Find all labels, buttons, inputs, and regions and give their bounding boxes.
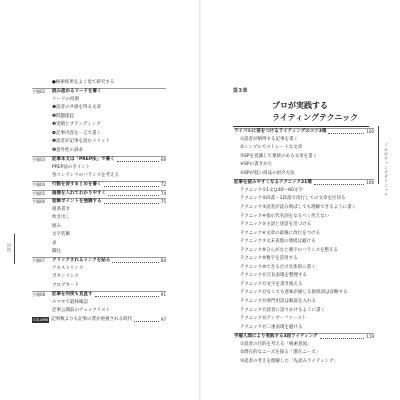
toc-step-tag: 手順06 [32, 199, 46, 205]
toc-entry-text: 箇条書き [52, 206, 70, 212]
toc-page-number: 106 [366, 180, 374, 186]
toc-entry-text: ④SPの書きかた [240, 162, 273, 168]
toc-section-row [32, 181, 166, 188]
toc-entry-text: ②シンプルでストレートな文章 [240, 145, 303, 151]
toc-dot-leader [104, 200, 159, 204]
toc-row [32, 207, 166, 213]
toc-row [32, 274, 166, 280]
toc-dot-leader [328, 130, 364, 134]
toc-row [240, 196, 374, 202]
side-line [378, 126, 379, 184]
toc-entry-text: ボタンリンク [52, 274, 79, 280]
toc-entry-text: 各コンテンツのバランスを考える [52, 172, 120, 178]
toc-section-row [32, 156, 166, 163]
toc-row [240, 316, 374, 322]
toc-row [32, 317, 166, 323]
toc-section-row [32, 198, 166, 205]
toc-entry-text: テクニック⑦文末表現の連続は避ける [240, 239, 316, 245]
toc-entry-text: 囲み [52, 223, 61, 229]
toc-row [32, 308, 166, 314]
toc-entry-text: 記事本文は「PREP法」で書く [52, 157, 115, 163]
toc-entry-text: テクニック⑯アンサーファースト [240, 316, 307, 322]
toc-row [240, 273, 374, 279]
toc-row [32, 249, 166, 255]
toc-row [240, 359, 374, 365]
toc-row [32, 165, 166, 171]
toc-entry-text: テクニック①1文は40〜60文字 [240, 187, 303, 193]
toc-entry-text: テクニック⑪冗長表現を整理する [240, 273, 308, 279]
toc-entry-text: 画像を入れてわかりやすく [52, 190, 106, 196]
toc-row [240, 308, 374, 314]
toc-entry-text: ①読者の目的を考える「検索意図」 [240, 341, 312, 347]
toc-row [240, 171, 374, 177]
toc-row [32, 148, 166, 154]
toc-entry-text: テクニック⑭専門用語は解説を入れる [240, 299, 317, 304]
chapter-title-line2: ライティングテクニック [272, 113, 359, 122]
toc-row [240, 214, 374, 220]
toc-dot-leader [112, 259, 159, 263]
toc-row [240, 350, 374, 356]
toc-section-row [32, 88, 166, 95]
toc-entry-text: テクニック⑧ひらがなと漢字のバランスを整える [240, 247, 338, 253]
toc-step-tag: COLUMN [33, 317, 49, 322]
toc-row [240, 325, 374, 331]
toc-section-row [32, 291, 166, 298]
toc-section-row [234, 333, 374, 340]
toc-dot-leader [314, 181, 365, 185]
toc-entry-text: テキストリンク [52, 265, 84, 271]
toc-row [240, 162, 374, 168]
toc-row [32, 224, 166, 230]
toc-entry-text: ❸実績とブランディング [52, 122, 101, 128]
toc-row [32, 241, 166, 247]
toc-section-row [234, 179, 374, 186]
toc-row [240, 231, 374, 237]
toc-entry-text: PREP法のポイント [52, 164, 91, 170]
toc-entry-text: テクニック⑤主語と述語を近づける [240, 222, 312, 228]
toc-dot-leader [108, 192, 159, 196]
toc-entry-text: テクニック⑮読者に語りかけるように書く [240, 307, 326, 313]
toc-row [240, 154, 374, 160]
toc-entry-text: 記事公開前のチェックリスト [52, 308, 111, 314]
toc-section-row [32, 257, 166, 264]
toc-page-number: 74 [160, 190, 166, 196]
toc-dot-leader [117, 158, 159, 162]
toc-row [240, 239, 374, 245]
toc-entry-text: ❺読者が記事を読むメリット [52, 139, 110, 145]
toc-row [32, 300, 166, 306]
toc-page-number: 84 [160, 258, 166, 264]
toc-entry-text: 行動を促すまとめを書く [52, 182, 102, 188]
toc-entry-text: クリックされるリンクを貼る [52, 258, 111, 264]
toc-entry-text: 表 [52, 240, 57, 246]
toc-entry-text: 装飾ボイントを強調する [52, 199, 102, 205]
toc-page-number: 75 [160, 199, 166, 205]
toc-entry-text: テクニック⑰二重表現を避ける [240, 324, 303, 330]
toc-row [32, 131, 166, 137]
toc-entry-text: ③読者の考えを理解した「先読みライティング」 [240, 358, 338, 364]
toc-entry-text: ①読者が納得する記事を書く [240, 136, 299, 142]
toc-entry-text: テクニック⑥文章の最後に改行をつける [240, 230, 321, 236]
toc-row [32, 173, 166, 179]
toc-entry-text: 記事を何度も見直す [52, 292, 93, 298]
toc-row [32, 122, 166, 128]
toc-entry-text: ③SPを意識して連続のある文章を書く [240, 153, 318, 159]
toc-page-number: 66 [160, 157, 166, 163]
toc-row [32, 283, 166, 289]
toc-row [240, 188, 374, 194]
toc-entry-text: ブログカード [52, 282, 79, 288]
toc-entry-text: 記事を読みやすくなるテクニック21選 [234, 180, 312, 186]
toc-row [240, 222, 374, 228]
toc-step-tag: 手順08 [32, 292, 46, 298]
toc-entry-text: ❶読者の共感を得る文章 [52, 105, 102, 111]
toc-row [240, 299, 374, 305]
right-page [202, 0, 400, 400]
toc-entry-text: ●検索結果をよく見て研究する [52, 80, 115, 85]
toc-step-tag: 手順02 [32, 89, 46, 95]
toc-entry-text: テクニック③読者が読み飛ばしても理解できるように書く [240, 204, 357, 210]
toc-entry-text: リードの役割 [52, 96, 79, 102]
toc-entry-text: 記事数よりも記事の質が重視される時代 [51, 316, 133, 322]
chapter-label: 第3章 [233, 88, 248, 94]
side-line [14, 234, 15, 264]
side-mark: 目次 [7, 243, 12, 252]
toc-section-row [32, 190, 166, 197]
toc-row [32, 97, 166, 103]
toc-entry-text: テクニック⑫文字を書き換える [240, 281, 303, 287]
toc-page-number: 97 [160, 316, 166, 322]
toc-row [240, 282, 374, 288]
toc-section-row [234, 128, 374, 135]
toc-entry-text: テクニック⑩できるだけ具体的に書く [240, 264, 316, 270]
toc-row [240, 145, 374, 151]
toc-row [240, 290, 374, 296]
toc-row [32, 215, 166, 221]
toc-entry-text: 脚注 [52, 249, 61, 254]
toc-entry-text: ❻意外性の訴求 [52, 147, 84, 153]
toc-entry-text: ②潜在的なニーズを探る「潜在ニーズ」 [240, 350, 321, 356]
toc-entry-text: テクニック④指示代名詞をなるべく控えない [240, 213, 330, 219]
toc-step-tag: 手順03 [32, 157, 46, 163]
book-gutter [199, 0, 201, 400]
toc-entry-text: 吹き出し [52, 215, 70, 221]
toc-row [32, 114, 166, 120]
toc-entry-text: 読み進めるリードを書く [52, 89, 102, 95]
toc-entry-text: テクニック⑨数字を活用する [240, 256, 298, 262]
toc-page-number: 72 [160, 182, 166, 188]
toc-dot-leader [104, 183, 159, 187]
toc-row [32, 266, 166, 272]
chapter-title-line1: プロが実践する [272, 101, 328, 110]
toc-dot-leader [134, 318, 159, 322]
left-page [0, 0, 198, 400]
toc-row [240, 265, 374, 271]
toc-row [240, 248, 374, 254]
toc-dot-leader [320, 335, 365, 339]
toc-entry-text: ライバルに差をつけるライティングのコツ3選 [234, 129, 327, 134]
chapter-rule [233, 126, 369, 127]
toc-row [240, 137, 374, 143]
toc-page-number: 119 [366, 334, 374, 340]
toc-entry-text: テクニック⑬なくても意味が通じる接続詞は省略する [240, 290, 348, 296]
toc-page-number: 91 [160, 292, 166, 298]
side-mark: プロがティングテクニック [384, 143, 389, 197]
toc-row [32, 232, 166, 238]
toc-row [240, 205, 374, 211]
toc-step-tag: 手順05 [32, 190, 46, 196]
toc-entry-text: ⑤SPが低い商品の紹介方法 [240, 170, 295, 176]
toc-row [240, 256, 374, 262]
toc-step-tag: 手順04 [32, 182, 46, 188]
toc-page-number: 100 [366, 129, 374, 134]
toc-entry-text: 文字装飾 [52, 232, 70, 238]
toc-entry-text: ❷問題提起 [52, 113, 75, 119]
toc-row [32, 139, 166, 145]
toc-entry-text: テクニック②段落・1段落で改行しての文章を区切る [240, 196, 346, 202]
toc-row [32, 105, 166, 111]
toc-entry-text: ❹記事内容を一言で書く [52, 130, 102, 136]
toc-entry-text: スマホで最終確認 [52, 299, 88, 305]
toc-row [240, 342, 374, 348]
toc-entry-text: 手順人間により実践する3段ライティング [234, 334, 318, 340]
toc-row [32, 80, 166, 86]
toc-step-tag: 手順07 [32, 258, 46, 264]
toc-dot-leader [95, 293, 159, 297]
